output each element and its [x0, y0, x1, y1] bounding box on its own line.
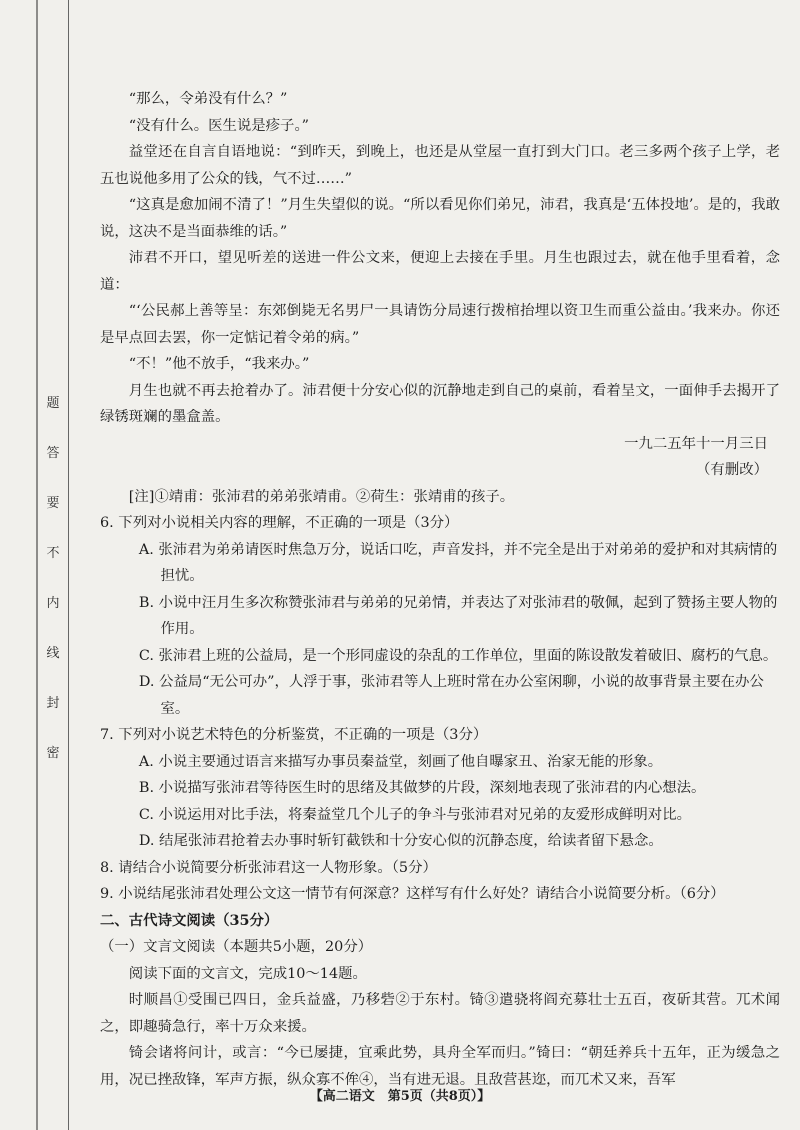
question-7-option-a: A. 小说主要通过语言来描写办事员秦益堂，刻画了他自曝家丑、治家无能的形象。 — [138, 753, 663, 770]
story-paragraph: “那么，令弟没有什么？” — [128, 91, 288, 107]
seal-char: 不 — [46, 546, 60, 561]
story-paragraph: “‘公民郝上善等呈：东郊倒毙无名男尸一具请饬分局速行拨棺抬埋以资卫生而重公益由。’我来办。你还是早点回去罢，你一定惦记着令弟的病。” — [100, 303, 780, 346]
seal-char: 密 — [46, 746, 60, 761]
question-7-stem: 7. 下列对小说艺术特色的分析鉴赏，不正确的一项是（3分） — [100, 727, 488, 743]
question-6-option-d: D. 公益局“无公可办”，人浮于事，张沛君等人上班时常在办公室闲聊，小说的故事背景主要在办公室。 — [138, 674, 764, 717]
question-9-stem: 9. 小说结尾张沛君处理公文这一情节有何深意？这样写有什么好处？请结合小说简要分析。（6分） — [100, 886, 725, 902]
question-8-stem: 8. 请结合小说简要分析张沛君这一人物形象。（5分） — [100, 859, 437, 876]
story-paragraph: 沛君不开口，望见听差的送进一件公文来，便迎上去接在手里。月生也跟过去，就在他手里看着，念道： — [100, 250, 780, 293]
question-6-option-b: B. 小说中汪月生多次称赞张沛君与弟弟的兄弟情，并表达了对张沛君的敬佩，起到了赞扬主要人物的作用。 — [138, 594, 778, 637]
story-paragraph: “这真是愈加闹不清了！”月生失望似的说。“所以看见你们弟兄，沛君，我真是‘五体投地’。是的，我敢说，这决不是当面恭维的话。” — [100, 197, 780, 240]
question-6-option-c: C. 张沛君上班的公益局，是一个形同虚设的杂乱的工作单位，里面的陈设散发着破旧、腐朽的气息。 — [138, 647, 778, 664]
story-paragraph: 益堂还在自言自语地说：“到昨天，到晚上，也还是从堂屋一直打到大门口。老三多两个孩子上学，老五也说他多用了公众的钱，气不过……” — [100, 144, 780, 187]
story-paragraph: “不！”他不放手，“我来办。” — [128, 356, 310, 372]
page-edge-line — [36, 0, 38, 1130]
question-6-option-a: A. 张沛君为弟弟请医时焦急万分，说话口吃，声音发抖，并不完全是出于对弟弟的爱护和对其病情的担忧。 — [138, 541, 778, 584]
classical-paragraph: 锜会诸将问计，或言：“今已屡捷，宜乘此势，具舟全军而归。”锜曰：“朝廷养兵十五年，正为缓急之用，况已挫敌锋，军声方振，纵众寡不侔④，当有进无退。且敌营甚迩，而兀术又来，吾军 — [100, 1045, 780, 1088]
page-content — [100, 86, 780, 1093]
seal-char: 答 — [46, 446, 60, 461]
seal-char: 线 — [46, 646, 60, 661]
seal-char: 内 — [46, 596, 60, 611]
question-7-option-c: C. 小说运用对比手法，将秦益堂几个儿子的争斗与张沛君对兄弟的友爱形成鲜明对比。 — [138, 806, 691, 823]
page-footer: 【高二语文 第5页（共8页）】 — [309, 1089, 491, 1104]
story-paragraph: “没有什么。医生说是疹子。” — [128, 117, 309, 134]
section-2-subtitle: （一）文言文阅读（本题共5小题，20分） — [100, 939, 373, 955]
question-7-option-b: B. 小说描写张沛君等待医生时的思绪及其做梦的片段，深刻地表现了张沛君的内心想法。 — [138, 780, 706, 796]
seal-char: 题 — [46, 396, 60, 411]
binding-margin-line — [68, 0, 69, 1130]
question-6-stem: 6. 下列对小说相关内容的理解，不正确的一项是（3分） — [100, 515, 459, 531]
story-paragraph: 月生也就不再去抢着办了。沛君便十分安心似的沉静地走到自己的桌前，看着呈文，一面伸手去揭开了绿锈斑斓的墨盒盖。 — [100, 382, 780, 425]
story-source: （有删改） — [696, 462, 768, 478]
story-date: 一九二五年十一月三日 — [624, 435, 768, 452]
section-2-instruction: 阅读下面的文言文，完成10～14题。 — [128, 965, 367, 982]
question-7-option-d: D. 结尾张沛君抢着去办事时斩钉截铁和十分安心似的沉静态度，给读者留下悬念。 — [138, 833, 663, 849]
seal-char: 要 — [46, 496, 60, 511]
classical-paragraph: 时顺昌①受围已四日，金兵益盛，乃移砦②于东村。锜③遣骁将阎充募壮士五百，夜斫其营。兀术闻之，即趣骑急行，率十万众来援。 — [100, 992, 780, 1035]
story-note: [注]①靖甫：张沛君的弟弟张靖甫。②荷生：张靖甫的孩子。 — [128, 488, 515, 505]
section-2-title: 二、古代诗文阅读（35分） — [100, 911, 279, 929]
seal-char: 封 — [46, 696, 60, 711]
